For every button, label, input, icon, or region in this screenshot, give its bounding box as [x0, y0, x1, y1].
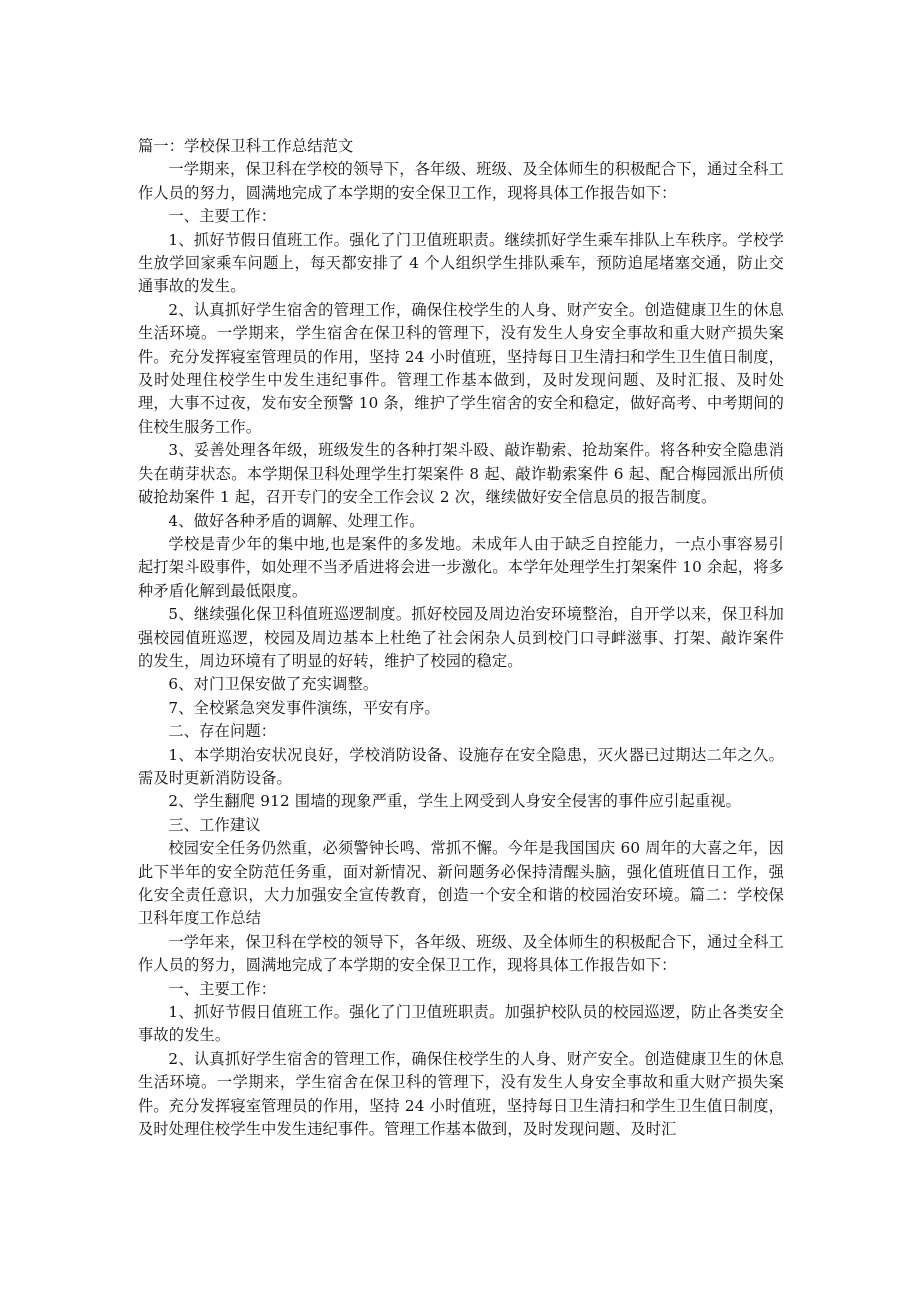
- paragraph-problem-2: 2、学生翻爬 912 围墙的现象严重，学生上网受到人身安全侵害的事件应引起重视。: [168, 792, 742, 811]
- subheading-suggestions: 三、工作建议: [168, 815, 261, 834]
- paragraph-item-2: 2、认真抓好学生宿舍的管理工作，确保住校学生的人身、财产安全。创造健康卫生的休息生活环境。一学期来，学生宿舍在保卫科的管理下，没有发生人身安全事故和重大财产损失案件。充分发挥寝室管理员的作用，坚持 24 小时值班，坚持每日卫生清扫和学生卫生值日制度，及时处理住校学生中发生违纪事件。管理工作基本做到，及时发现问题、及时汇报、及时处理，大事不过夜，发布安全预警 10 条，维护了学生宿舍的安全和稳定，做好高考、中考期间的住校生服务工作。: [138, 300, 784, 436]
- paragraph-problem-1: 1、本学期治安状况良好，学校消防设备、设施存在安全隐患，灭火器已过期达二年之久。需及时更新消防设备。: [138, 745, 784, 787]
- document-body: [138, 135, 784, 1141]
- paragraph-suggestions: 校园安全任务仍然重，必须警钟长鸣、常抓不懈。今年是我国国庆 60 周年的大喜之年，因此下半年的安全防范任务重，面对新情况、新问题务必保持清醒头脑，强化值班值日工作，强化安全责任意识，大力加强安全宣传教育，创造一个安全和谐的校园治安环境。篇二：学校保卫科年度工作总结: [138, 839, 784, 928]
- paragraph-item-3: 3、妥善处理各年级，班级发生的各种打架斗殴、敲诈勒索、抢劫案件。将各种安全隐患消失在萌芽状态。本学期保卫科处理学生打架案件 8 起、敲诈勒索案件 6 起、配合梅园派出所侦破抢劫案件 1 起，召开专门的安全工作会议 2 次，继续做好安全信息员的报告制度。: [138, 441, 784, 507]
- paragraph-item-4: 4、做好各种矛盾的调解、处理工作。: [168, 511, 425, 530]
- paragraph-item-1-b: 1、抓好节假日值班工作。强化了门卫值班职责。加强护校队员的校园巡逻，防止各类安全事故的发生。: [138, 1003, 784, 1045]
- section-heading-1: 篇一：学校保卫科工作总结范文: [138, 137, 354, 155]
- paragraph-item-5: 5、继续强化保卫科值班巡逻制度。抓好校园及周边治安环境整治，自开学以来，保卫科加强校园值班巡逻，校园及周边基本上杜绝了社会闲杂人员到校门口寻衅滋事、打架、敲诈案件的发生，周边环境有了明显的好转，维护了校园的稳定。: [138, 605, 784, 670]
- subheading-main-work-1: 一、主要工作：: [168, 207, 277, 226]
- paragraph-intro-1: 一学期来，保卫科在学校的领导下，各年级、班级、及全体师生的积极配合下，通过全科工作人员的努力，圆满地完成了本学期的安全保卫工作，现将具体工作报告如下：: [138, 160, 784, 202]
- paragraph-item-1: 1、抓好节假日值班工作。强化了门卫值班职责。继续抓好学生乘车排队上车秩序。学校学生放学回家乘车问题上，每天都安排了 4 个人组织学生排队乘车，预防追尾堵塞交通，防止交通事故的发生。: [138, 230, 784, 296]
- subheading-problems: 二、存在问题：: [168, 722, 277, 741]
- paragraph-intro-2: 一学年来，保卫科在学校的领导下，各年级、班级、及全体师生的积极配合下，通过全科工作人员的努力，圆满地完成了本学期的安全保卫工作，现将具体工作报告如下：: [138, 932, 784, 975]
- paragraph-item-7: 7、全校紧急突发事件演练，平安有序。: [168, 698, 440, 717]
- paragraph-item-4-detail: 学校是青少年的集中地,也是案件的多发地。未成年人由于缺乏自控能力，一点小事容易引起打架斗殴事件，如处理不当矛盾进将会进一步激化。本学年处理学生打架案件 10 余起，将多种矛盾化解到最低限度。: [138, 534, 784, 600]
- paragraph-item-2-b: 2、认真抓好学生宿舍的管理工作，确保住校学生的人身、财产安全。创造健康卫生的休息生活环境。一学期来，学生宿舍在保卫科的管理下，没有发生人身安全事故和重大财产损失案件。充分发挥寝室管理员的作用，坚持 24 小时值班，坚持每日卫生清扫和学生卫生值日制度，及时处理住校学生中发生违纪事件。管理工作基本做到，及时发现问题、及时汇: [138, 1049, 784, 1139]
- subheading-main-work-2: 一、主要工作：: [168, 979, 277, 998]
- paragraph-item-6: 6、对门卫保安做了充实调整。: [168, 675, 379, 694]
